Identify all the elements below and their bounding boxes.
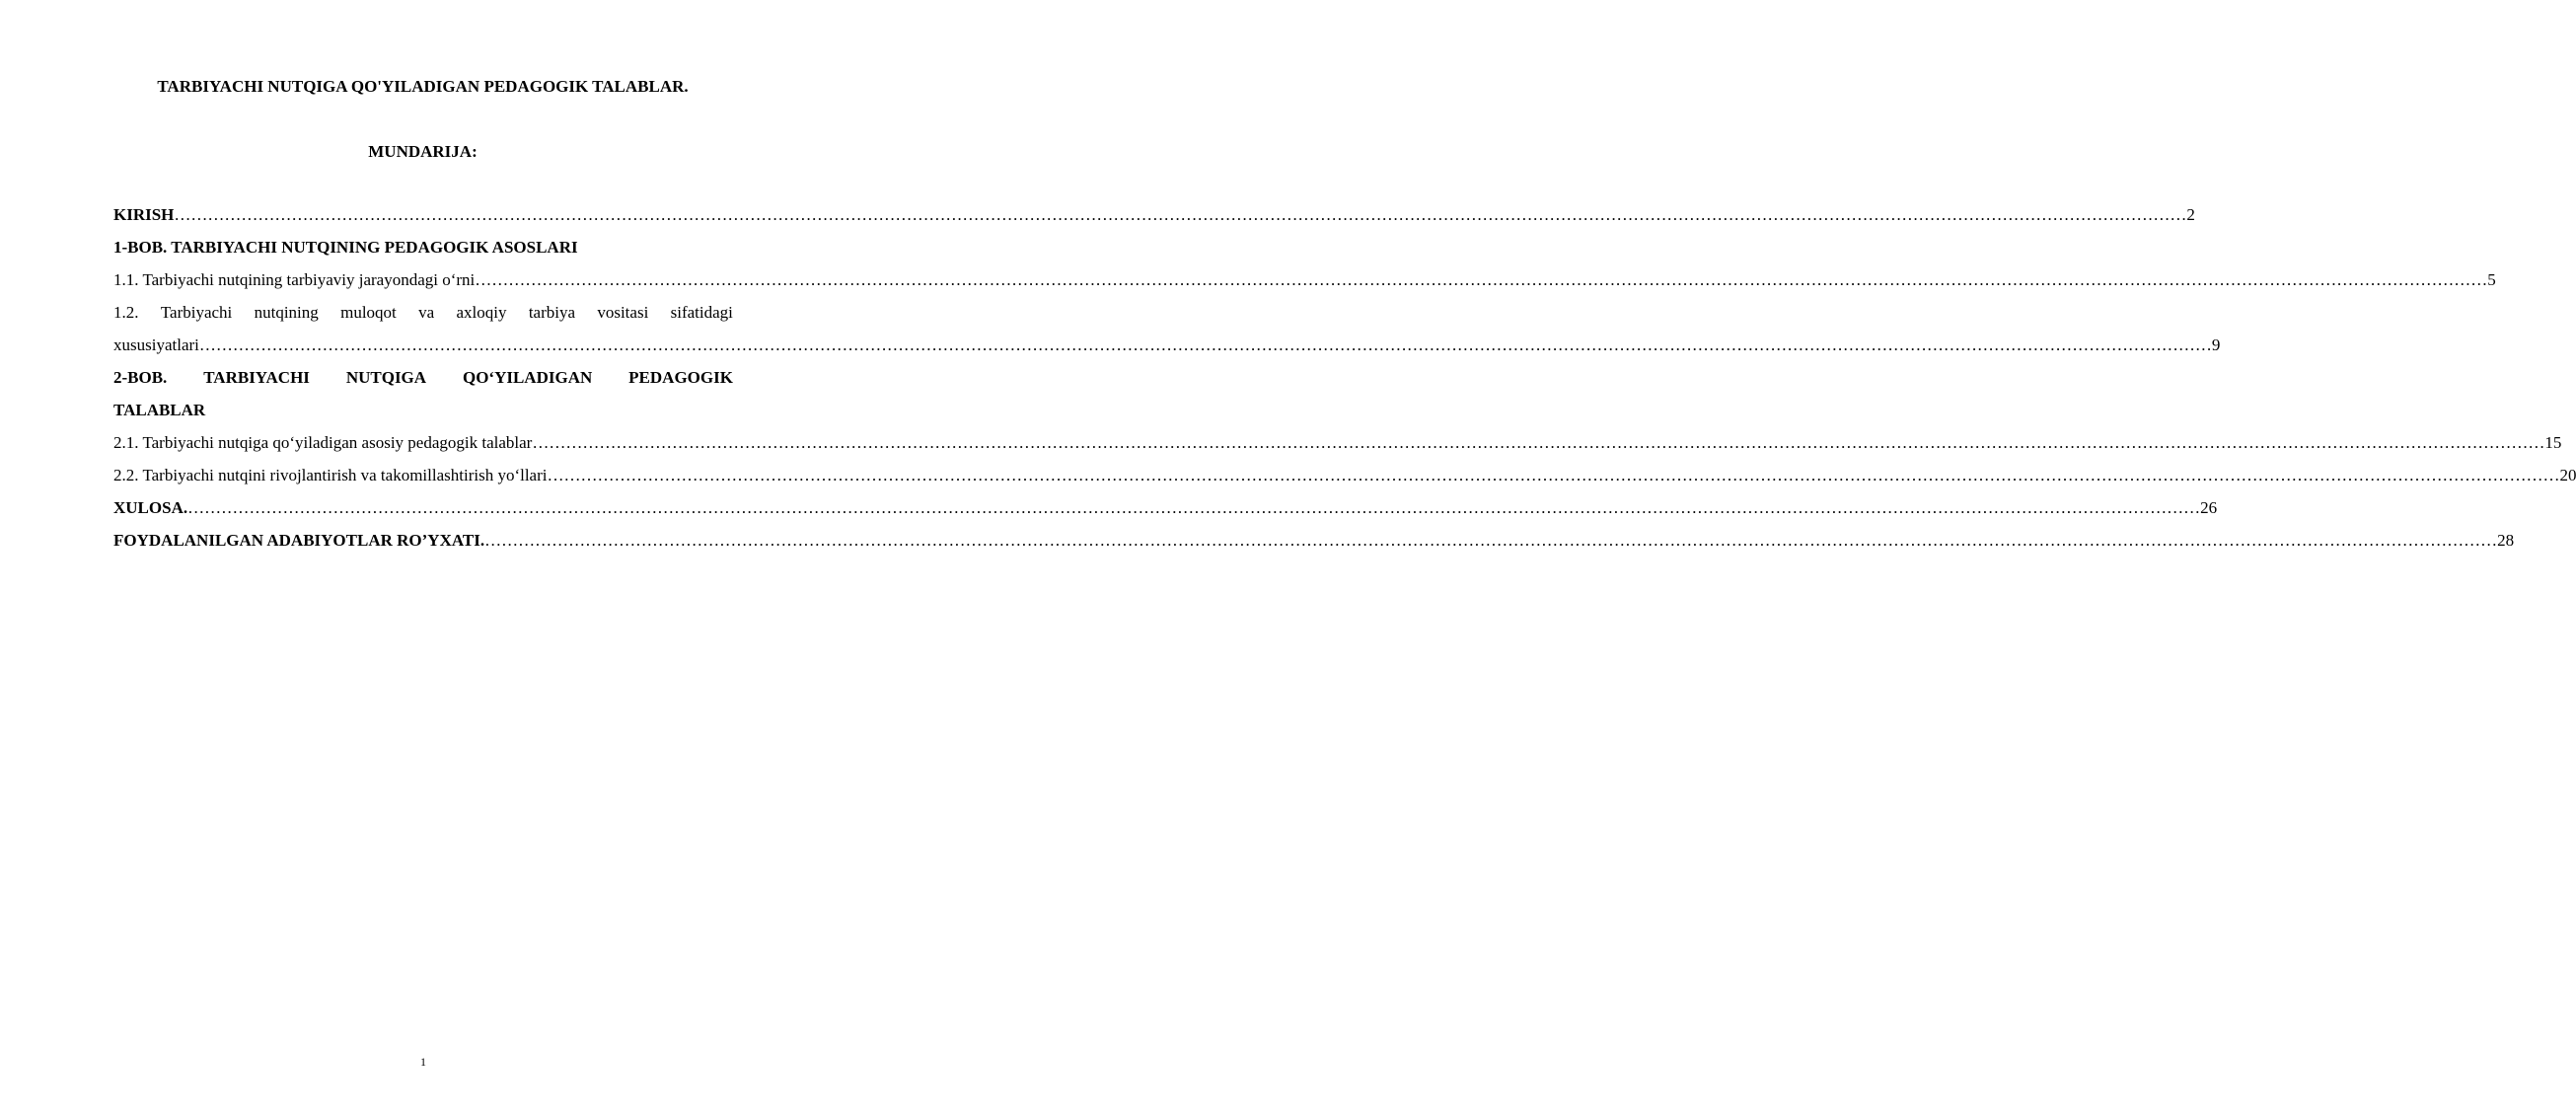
toc-entry-label: xususiyatlari <box>113 335 199 354</box>
toc-page-number: 9 <box>2211 335 2221 354</box>
toc-word: nutqining <box>254 303 319 322</box>
toc-word: 1.2. <box>113 303 139 322</box>
toc-page-number: 26 <box>2200 498 2218 517</box>
toc-leader-dots: ……………………………………………………………………………………………………………………………………………………………………………………………………………………………………………………………………………………………………………………………… <box>484 531 2498 550</box>
table-of-contents <box>113 203 2576 561</box>
toc-heading: MUNDARIJA: <box>368 142 478 161</box>
toc-entry-xulosa[interactable] <box>113 496 2218 529</box>
toc-entry-adabiyotlar[interactable] <box>113 529 2515 561</box>
toc-page-number: 28 <box>2497 531 2515 550</box>
toc-entry-1-2-continuation[interactable] <box>113 334 2221 366</box>
toc-word: tarbiya <box>528 303 576 322</box>
toc-leader-dots: ……………………………………………………………………………………………………………………………………………………………………………………………………………………………………………………………………………………………………………………………… <box>475 270 2488 289</box>
page-number: 1 <box>420 1055 426 1069</box>
toc-page-number: 2 <box>2186 205 2195 224</box>
toc-entry-label: XULOSA. <box>113 498 188 517</box>
toc-entry-label: 2.1. Tarbiyachi nutqiga qo‘yiladigan asosiy pedagogik talablar <box>113 433 533 452</box>
toc-word: Tarbiyachi <box>160 303 233 322</box>
toc-word: axloqiy <box>456 303 507 322</box>
toc-word: NUTQIGA <box>345 368 427 387</box>
toc-word: PEDAGOGIK <box>628 368 733 387</box>
toc-word: TARBIYACHI <box>203 368 310 387</box>
toc-chapter-2-continuation[interactable] <box>113 399 733 431</box>
toc-entry-1-1[interactable] <box>113 268 2496 301</box>
toc-page-number: 5 <box>2487 270 2496 289</box>
toc-entry-label: 1.1. Tarbiyachi nutqining tarbiyaviy jarayondagi o‘rni <box>113 270 476 289</box>
toc-leader-dots: ……………………………………………………………………………………………………………………………………………………………………………………………………………………………………………………………………………………………………………………………… <box>532 433 2545 452</box>
toc-leader-dots: ……………………………………………………………………………………………………………………………………………………………………………………………………………………………………………………………………………………………………………………………… <box>547 466 2560 484</box>
toc-entry-kirish[interactable] <box>113 203 2195 236</box>
toc-leader-dots: ……………………………………………………………………………………………………………………………………………………………………………………………………………………………………………………………………………………………………………………………… <box>187 498 2201 517</box>
toc-page-number: 15 <box>2544 433 2562 452</box>
toc-leader-dots: ……………………………………………………………………………………………………………………………………………………………………………………………………………………………………………………………………………………………………………………………… <box>198 335 2212 354</box>
toc-entry-2-1[interactable] <box>113 431 2562 464</box>
toc-leader-dots: ……………………………………………………………………………………………………………………………………………………………………………………………………………………………………………………………………………………………………………………………… <box>174 205 2187 224</box>
document-title: TARBIYACHI NUTQIGA QO'YILADIGAN PEDAGOGIK TALABLAR. <box>157 77 689 96</box>
toc-entry-label: 1-BOB. TARBIYACHI NUTQINING PEDAGOGIK ASOSLARI <box>113 238 578 257</box>
toc-entry-1-2[interactable] <box>113 301 733 334</box>
toc-entry-label: 2.2. Tarbiyachi nutqini rivojlantirish va takomillashtirish yo‘llari <box>113 466 548 484</box>
toc-entry-label: KIRISH <box>113 205 175 224</box>
toc-word: QO‘YILADIGAN <box>462 368 593 387</box>
toc-chapter-2[interactable] <box>113 366 733 399</box>
toc-word: va <box>418 303 435 322</box>
toc-entry-label: TALABLAR <box>113 401 206 419</box>
toc-word: sifatidagi <box>670 303 733 322</box>
toc-chapter-1[interactable] <box>113 236 733 268</box>
toc-entry-label: FOYDALANILGAN ADABIYOTLAR RO’YXATI. <box>113 531 485 550</box>
toc-word: muloqot <box>340 303 397 322</box>
toc-entry-2-2[interactable] <box>113 464 2576 496</box>
toc-word: vositasi <box>597 303 649 322</box>
toc-word: 2-BOB. <box>113 368 168 387</box>
toc-page-number: 20 <box>2559 466 2576 484</box>
